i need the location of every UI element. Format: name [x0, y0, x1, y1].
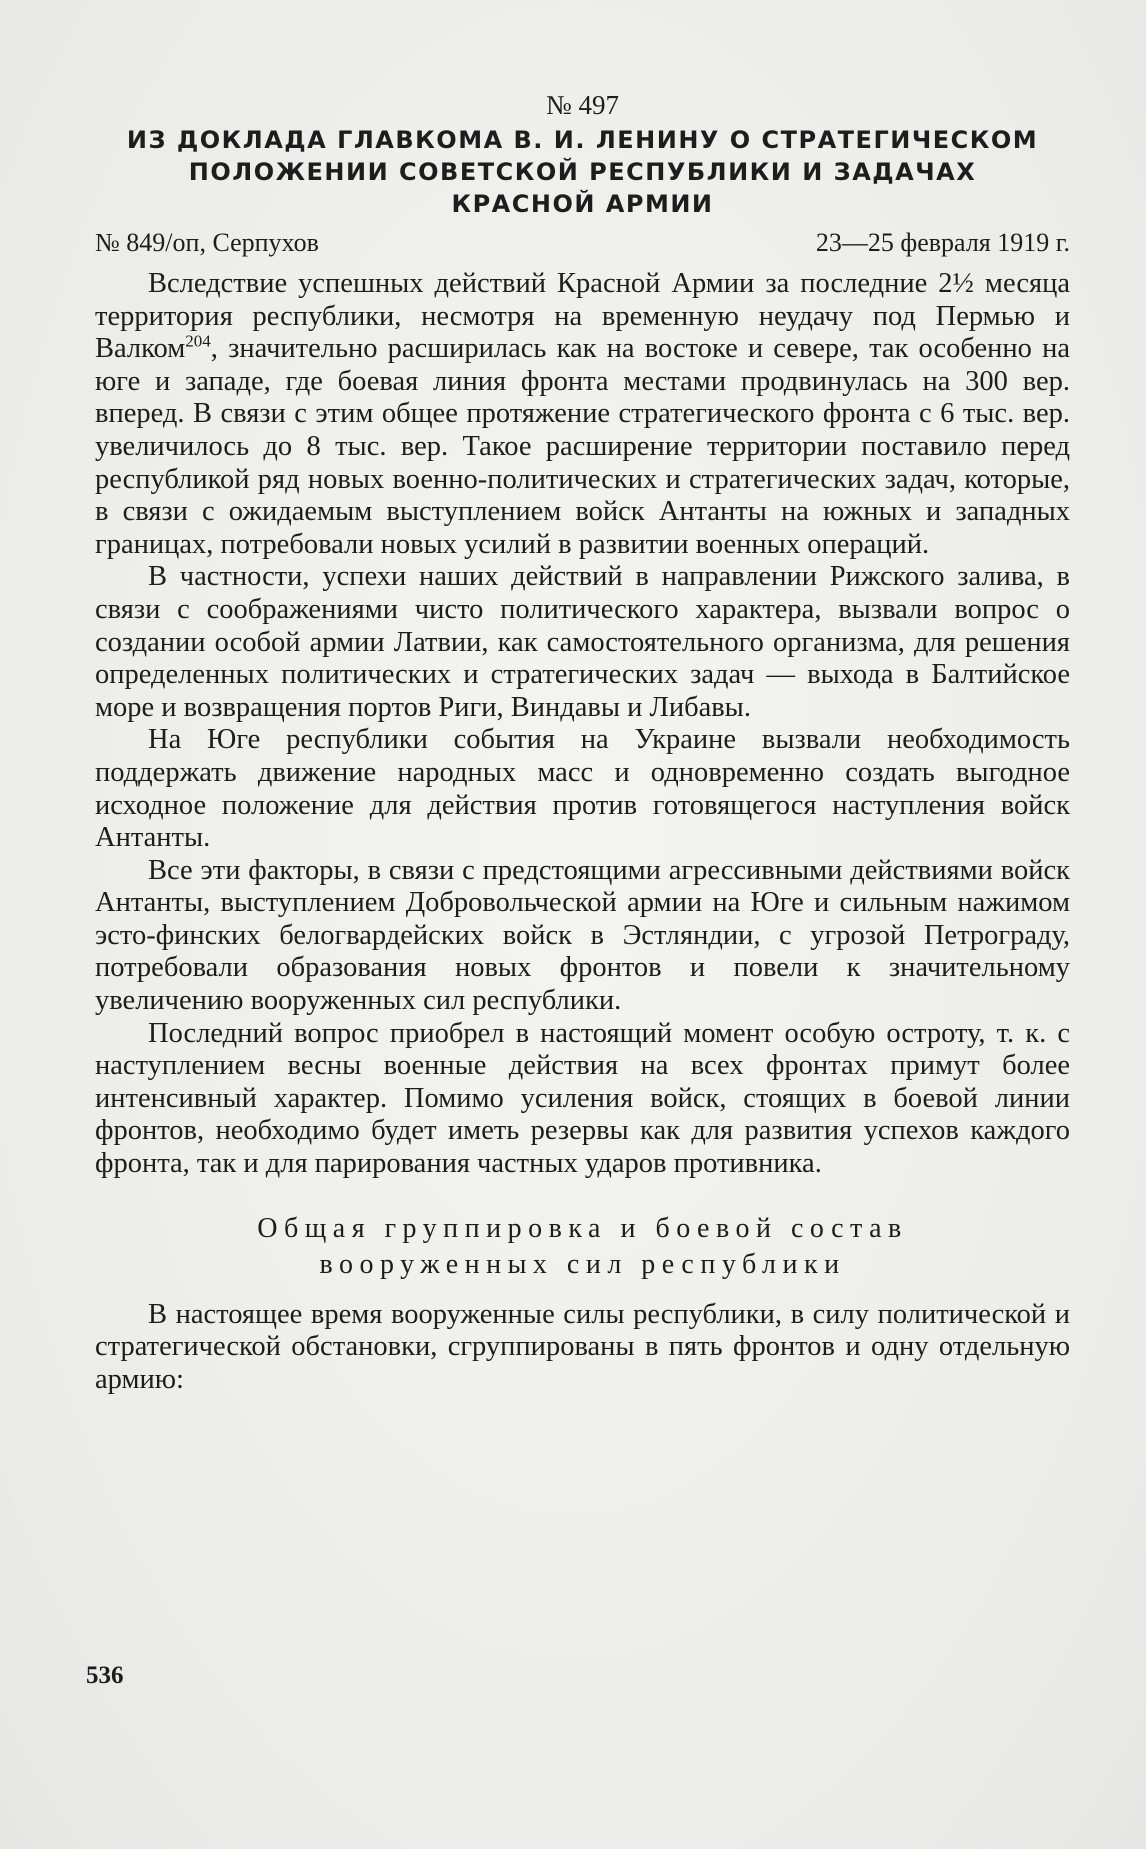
- paragraph: Все эти факторы, в связи с предстоящими агрессивными действиями войск Антанты, выступлением Добровольческой армии на Юге и сильным нажимом эсто-финских белогвардейских войск в Эстляндии, с угрозой Петрограду, потребовали образования новых фронтов и повели к значительному увеличению вооруженных сил республики.: [95, 854, 1070, 1017]
- section-heading-line: вооруженных сил республики: [319, 1248, 846, 1280]
- section-heading-line: Общая группировка и боевой состав: [257, 1212, 908, 1244]
- document-title: [95, 124, 1070, 220]
- title-line: ИЗ ДОКЛАДА ГЛАВКОМА В. И. ЛЕНИНУ О СТРАТЕГИЧЕСКОМ: [126, 126, 1039, 154]
- paragraph-text: Вследствие успешных действий Красной Армии за последние 2½ месяца территория республики, несмотря на временную неудачу под Пермью и Валком: [95, 268, 1070, 365]
- paragraph: В частности, успехи наших действий в направлении Рижского залива, в связи с соображениями чисто политического характера, вызвали вопрос о создании особой армии Латвии, как самостоятельного организма, для решения определенных политических и стратегических задач — выхода в Балтийское море и возвращения портов Риги, Виндавы и Либавы.: [95, 561, 1070, 723]
- document-date: 23—25 февраля 1919 г.: [815, 228, 1070, 257]
- document-meta: [95, 226, 1070, 260]
- paragraph-text: , значительно расширилась как на востоке и севере, так особенно на юге и западе, где боевая линия фронта местами продвинулась на 300 вер. вперед. В связи с этим общее протяжение стратегического фронта с 6 тыс. вер. увеличилось до 8 тыс. вер. Такое расширение территории поставило перед республикой ряд новых военно-политических и стратегических задач, которые, в связи с ожидаемым выступлением войск Антанты на южных и западных границах, потребовали новых усилий в развитии военных операций.: [95, 333, 1070, 560]
- paragraph: На Юге республики события на Украине вызвали необходимость поддержать движение народных масс и одновременно создать выгодное исходное положение для действия против готовящегося наступления войск Антанты.: [95, 724, 1070, 854]
- document-reference: № 849/оп, Серпухов: [95, 228, 319, 257]
- section-heading: [95, 1211, 1070, 1283]
- paragraph: В настоящее время вооруженные силы республики, в силу политической и стратегической обстановки, сгруппированы в пять фронтов и одну отдельную армию:: [95, 1298, 1070, 1395]
- title-line: КРАСНОЙ АРМИИ: [451, 190, 714, 218]
- page-number: 536: [86, 1662, 124, 1689]
- document-content: [95, 88, 1070, 1396]
- footnote-reference: 204: [185, 331, 211, 351]
- paragraph: Последний вопрос приобрел в настоящий момент особую остроту, т. к. с наступлением весны военные действия на всех фронтах примут более интенсивный характер. Помимо усиления войск, стоящих в боевой линии фронтов, необходимо будет иметь резервы как для развития успехов каждого фронта, так и для парирования частных ударов противника.: [95, 1017, 1070, 1180]
- document-number: № 497: [545, 90, 619, 120]
- paragraph: [95, 268, 1070, 561]
- title-line: ПОЛОЖЕНИИ СОВЕТСКОЙ РЕСПУБЛИКИ И ЗАДАЧАХ: [188, 158, 977, 186]
